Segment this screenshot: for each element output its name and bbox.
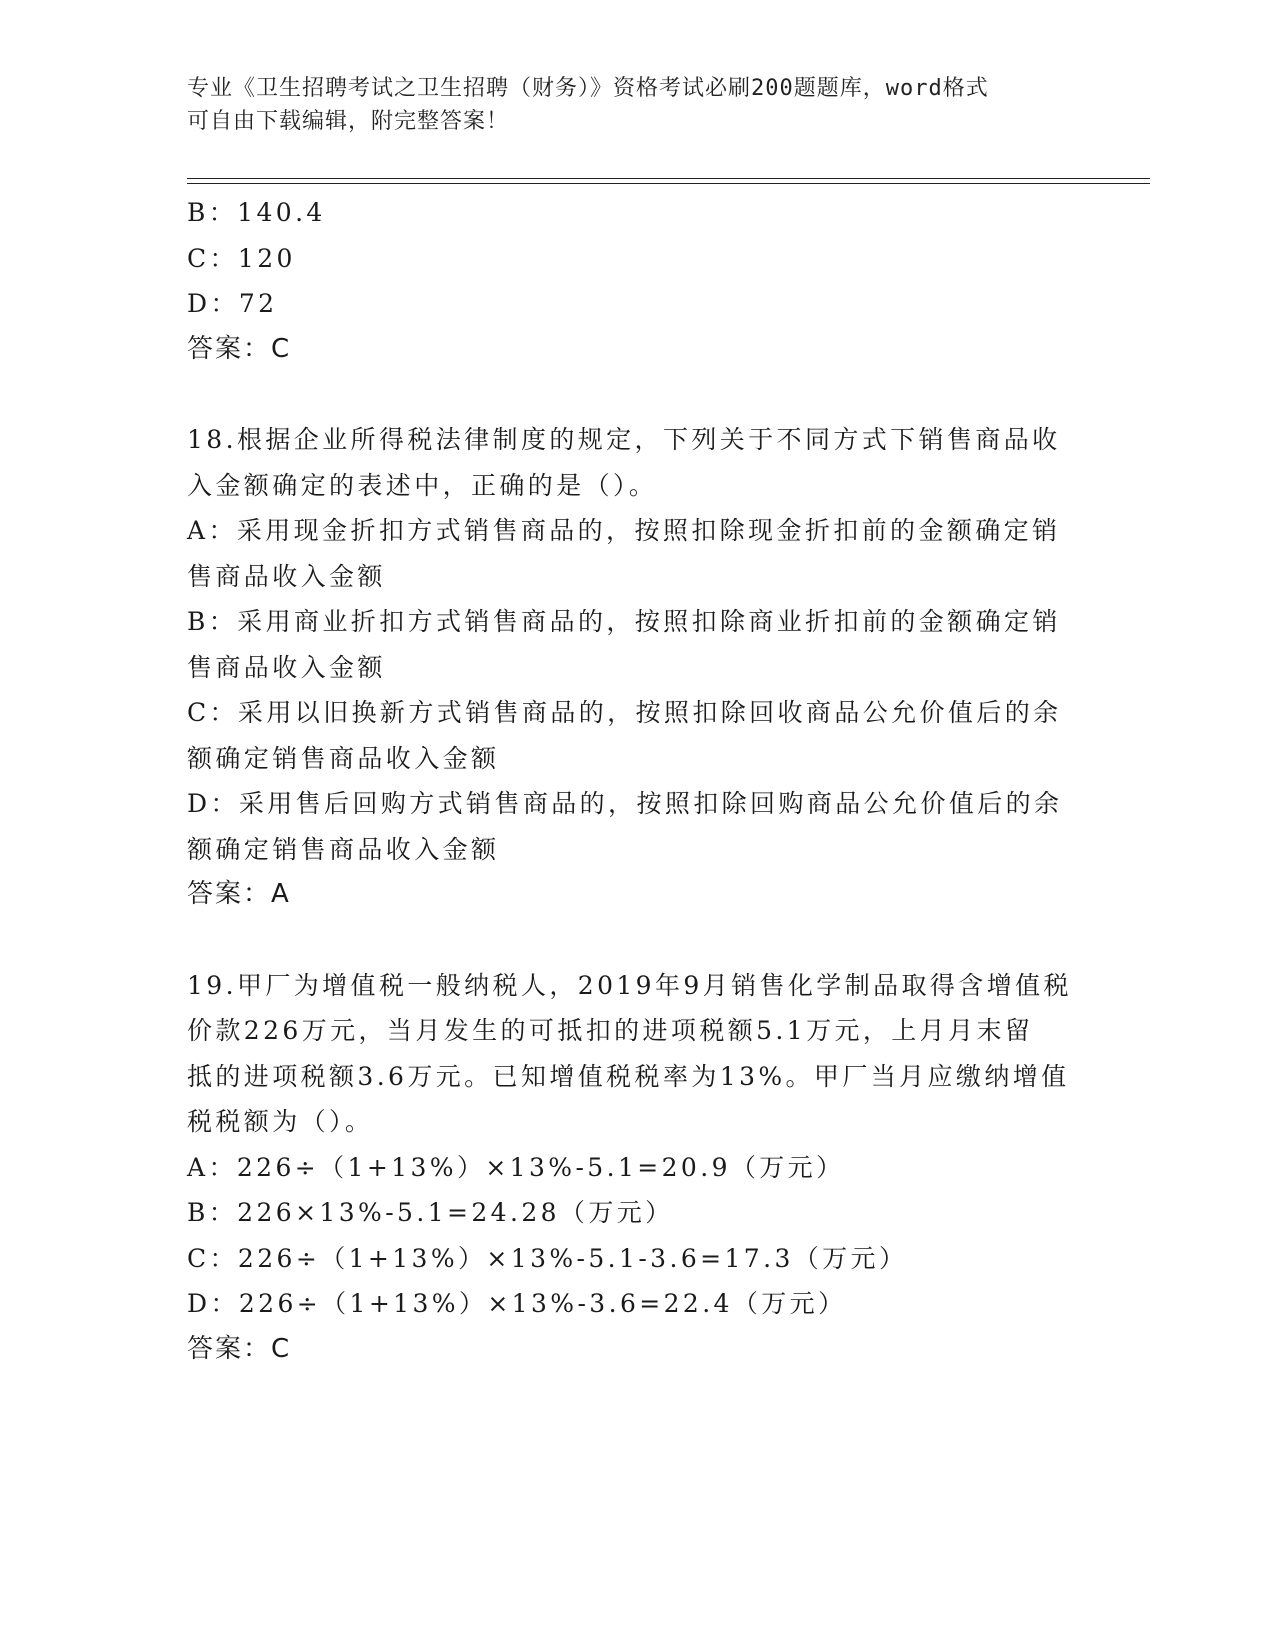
question-19 — [187, 963, 1087, 1373]
header-divider-bottom — [187, 183, 1150, 184]
option-d: D：72 — [187, 289, 278, 318]
spacer — [187, 372, 1087, 417]
previous-question — [187, 190, 1087, 372]
question-stem-line: 入金额确定的表述中，正确的是（）。 — [187, 470, 658, 500]
option-d-continued: 额确定销售商品收入金额 — [187, 834, 500, 864]
option-a: A：226÷（1+13%）×13%-5.1=20.9（万元） — [187, 1152, 845, 1182]
option-d: D：采用售后回购方式销售商品的，按照扣除回购商品公允价值后的余 — [187, 789, 1063, 818]
question-stem-line: 18.根据企业所得税法律制度的规定，下列关于不同方式下销售商品收 — [187, 425, 1061, 454]
option-d: D：226÷（1+13%）×13%-3.6=22.4（万元） — [187, 1289, 847, 1318]
answer-line: 答案：C — [187, 1333, 292, 1364]
question-stem-line: 抵的进项税额3.6万元。已知增值税税率为13%。甲厂当月应缴纳增值 — [187, 1061, 1070, 1091]
option-a-continued: 售商品收入金额 — [187, 561, 386, 591]
header-title-line-1: 专业《卫生招聘考试之卫生招聘（财务）》资格考试必刷200题题库，word格式 — [187, 76, 989, 101]
option-b-continued: 售商品收入金额 — [187, 652, 386, 682]
header-divider-top — [187, 178, 1150, 179]
document-body — [187, 190, 1087, 1372]
option-c: C：120 — [187, 243, 296, 273]
option-b: B：采用商业折扣方式销售商品的，按照扣除商业折扣前的金额确定销 — [187, 607, 1061, 636]
header-title-line-2: 可自由下载编辑，附完整答案！ — [187, 109, 510, 134]
option-b: B：226×13%-5.1=24.28（万元） — [187, 1198, 674, 1227]
answer-line: 答案：A — [187, 879, 291, 909]
answer-line: 答案：C — [187, 333, 292, 364]
question-18 — [187, 417, 1087, 918]
question-stem-line: 价款226万元，当月发生的可抵扣的进项税额5.1万元，上月月末留 — [187, 1016, 1034, 1045]
option-c: C：采用以旧换新方式销售商品的，按照扣除回收商品公允价值后的余 — [187, 698, 1062, 727]
option-c-continued: 额确定销售商品收入金额 — [187, 743, 500, 773]
option-c: C：226÷（1+13%）×13%-5.1-3.6=17.3（万元） — [187, 1243, 908, 1273]
page-header — [187, 72, 1087, 138]
option-a: A：采用现金折扣方式销售商品的，按照扣除现金折扣前的金额确定销 — [187, 516, 1061, 545]
question-stem-line: 19.甲厂为增值税一般纳税人，2019年9月销售化学制品取得含增值税 — [187, 970, 1072, 1000]
spacer — [187, 918, 1087, 963]
question-stem-line: 税税额为（）。 — [187, 1107, 374, 1136]
option-b: B：140.4 — [187, 198, 326, 227]
